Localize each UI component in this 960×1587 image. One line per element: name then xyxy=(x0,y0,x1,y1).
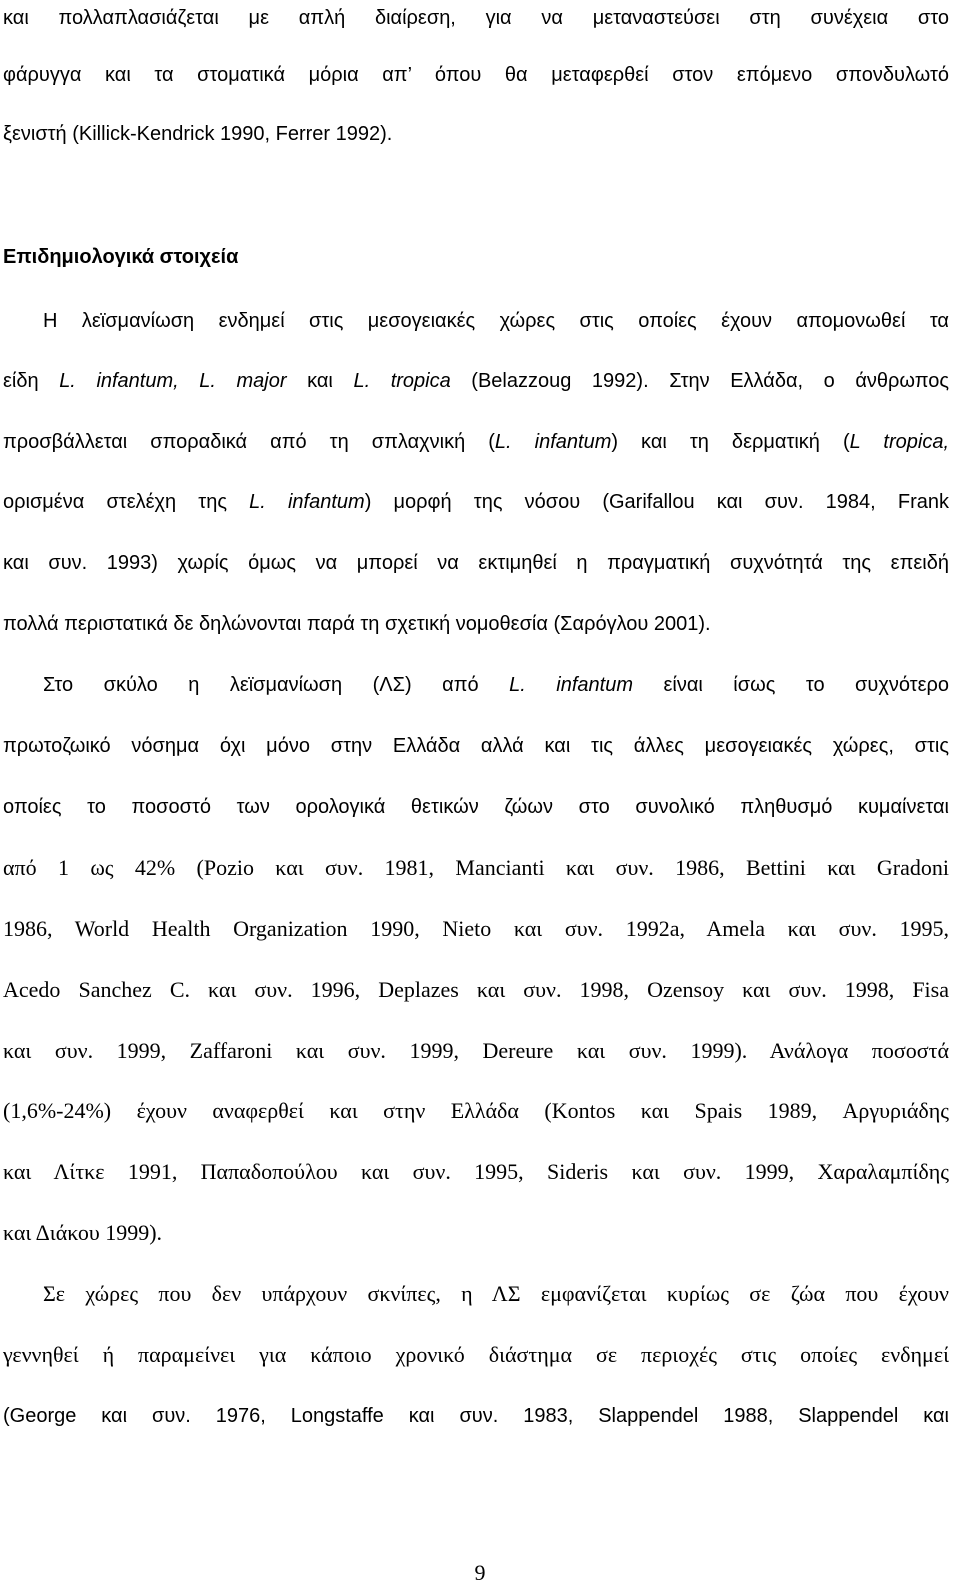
p3-line-3: (George και συν. 1976, Longstaffe και συν. 1983, Slappendel 1988, Slappendel και xyxy=(3,1405,949,1427)
p2-line-7: και συν. 1999, Zaffaroni και συν. 1999, Dereure και συν. 1999). Ανάλογα ποσοστά xyxy=(3,1038,949,1063)
p2-line-8: (1,6%-24%) έχουν αναφερθεί και στην Ελλάδα (Kontos και Spais 1989, Αργυριάδης xyxy=(3,1098,949,1123)
intro-line-2: φάρυγγα και τα στοματικά μόρια απ’ όπου θα μεταφερθεί στον επόμενο σπονδυλωτό xyxy=(3,64,949,86)
p1-line-1: Η λεϊσμανίωση ενδημεί στις μεσογειακές χώρες στις οποίες έχουν απομονωθεί τα xyxy=(43,310,949,332)
section-heading: Επιδημιολογικά στοιχεία xyxy=(3,246,239,268)
p2-line-3: οποίες το ποσοστό των ορολογικά θετικών ζώων στο συνολικό πληθυσμό κυμαίνεται xyxy=(3,796,949,818)
p2-line-9: και Λίτκε 1991, Παπαδοπούλου και συν. 1995, Sideris και συν. 1999, Χαραλαμπίδης xyxy=(3,1159,949,1184)
p2-line-5: 1986, World Health Organization 1990, Nieto και συν. 1992a, Amela και συν. 1995, xyxy=(3,916,949,941)
p1-line-3: προσβάλλεται σποραδικά από τη σπλαχνική (L. infantum) και τη δερματική (L tropica, xyxy=(3,431,950,453)
p2-line-10: και Διάκου 1999). xyxy=(3,1220,163,1245)
p1-line-2: είδη L. infantum, L. major και L. tropica (Belazzoug 1992). Στην Ελλάδα, ο άνθρωπος xyxy=(3,370,950,392)
p2-line-2: πρωτοζωικό νόσημα όχι μόνο στην Ελλάδα αλλά και τις άλλες μεσογειακές χώρες, στις xyxy=(3,735,949,757)
p1-line-4: ορισμένα στελέχη της L. infantum) μορφή της νόσου (Garifallou και συν. 1984, Frank xyxy=(3,491,949,513)
p2-line-6: Acedo Sanchez C. και συν. 1996, Deplazes και συν. 1998, Ozensoy και συν. 1998, Fisa xyxy=(3,977,949,1002)
page-number: 9 xyxy=(474,1560,486,1585)
p2-line-4: από 1 ως 42% (Pozio και συν. 1981, Mancianti και συν. 1986, Bettini και Gradoni xyxy=(3,855,949,880)
intro-line-1: και πολλαπλασιάζεται με απλή διαίρεση, για να μεταναστεύσει στη συνέχεια στο xyxy=(3,7,949,29)
p3-line-1: Σε χώρες που δεν υπάρχουν σκνίπες, η ΛΣ εμφανίζεται κυρίως σε ζώα που έχουν xyxy=(43,1281,949,1306)
p1-line-5: και συν. 1993) χωρίς όμως να μπορεί να εκτιμηθεί η πραγματική συχνότητά της επειδή xyxy=(3,552,949,574)
p3-line-2: γεννηθεί ή παραμείνει για κάποιο χρονικό διάστημα σε περιοχές στις οποίες ενδημεί xyxy=(3,1342,949,1367)
p1-line-6: πολλά περιστατικά δε δηλώνονται παρά τη σχετική νομοθεσία (Σαρόγλου 2001). xyxy=(3,613,711,635)
p2-line-1: Στο σκύλο η λεϊσμανίωση (ΛΣ) από L. infantum είναι ίσως το συχνότερο xyxy=(43,674,949,696)
intro-line-3: ξενιστή (Killick-Kendrick 1990, Ferrer 1992). xyxy=(3,123,393,145)
